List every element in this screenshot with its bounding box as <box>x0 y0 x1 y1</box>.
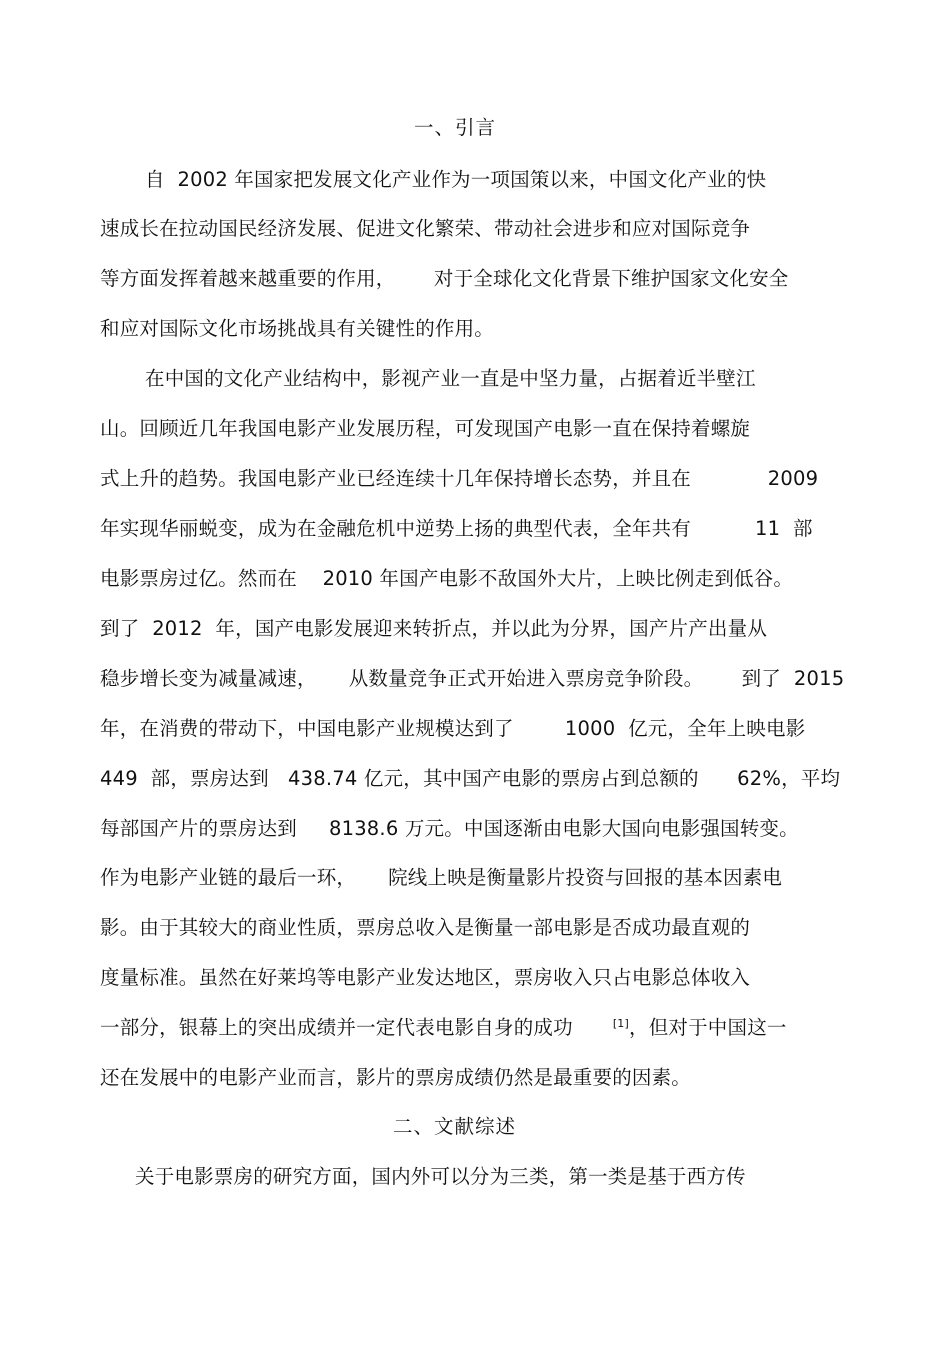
paragraph-line: 式上升的趋势。我国电影产业已经连续十几年保持增长态势，并且在 2009 <box>100 467 819 490</box>
paragraph-line: 作为电影产业链的最后一环， 院线上映是衡量影片投资与回报的基本因素电 <box>100 866 783 889</box>
paragraph-line: 影。由于其较大的商业性质，票房总收入是衡量一部电影是否成功最直观的 <box>100 916 751 939</box>
paragraph-line: 山。回顾近几年我国电影产业发展历程，可发现国产电影一直在保持着螺旋 <box>100 417 751 440</box>
paragraph-line-tail: ，但对于中国这一 <box>629 1016 787 1039</box>
paragraph-line: 关于电影票房的研究方面，国内外可以分为三类，第一类是基于西方传 <box>135 1165 746 1188</box>
paragraph-line: 度量标准。虽然在好莱坞等电影产业发达地区，票房收入只占电影总体收入 <box>100 966 751 989</box>
section-heading-introduction: 一、引言 <box>414 116 497 139</box>
paragraph-line: 449 部，票房达到 438.74 亿元，其中国产电影的票房占到总额的 62%，平均 <box>100 767 841 790</box>
citation-reference: [1] <box>612 1017 629 1030</box>
paragraph-line: 和应对国际文化市场挑战具有关键性的作用。 <box>100 317 495 340</box>
paragraph-line-text: 一部分，银幕上的突出成绩并一定代表电影自身的成功 <box>100 1016 573 1039</box>
paragraph-line: 到了 2012 年，国产电影发展迎来转折点，并以此为分界，国产片产出量从 <box>100 617 768 640</box>
paragraph-line: 年实现华丽蜕变，成为在金融危机中逆势上扬的典型代表，全年共有 11 部 <box>100 517 813 540</box>
paragraph-line: 年，在消费的带动下，中国电影产业规模达到了 1000 亿元，全年上映电影 <box>100 717 806 740</box>
paragraph-line: 等方面发挥着越来越重要的作用， 对于全球化文化背景下维护国家文化安全 <box>100 267 789 290</box>
paragraph-line: 在中国的文化产业结构中，影视产业一直是中坚力量，占据着近半壁江 <box>145 367 756 390</box>
section-heading-literature-review: 二、文献综述 <box>393 1115 517 1138</box>
paragraph-line: 自 2002 年国家把发展文化产业作为一项国策以来，中国文化产业的快 <box>145 168 767 191</box>
paragraph-line: 每部国产片的票房达到 8138.6 万元。中国逐渐由电影大国向电影强国转变。 <box>100 817 799 840</box>
paragraph-line: 电影票房过亿。然而在 2010 年国产电影不敌国外大片，上映比例走到低谷。 <box>100 567 794 590</box>
paragraph-line: 稳步增长变为减量减速， 从数量竞争正式开始进入票房竞争阶段。 到了 2015 <box>100 667 845 690</box>
paragraph-line <box>100 1015 787 1041</box>
paragraph-line: 速成长在拉动国民经济发展、促进文化繁荣、带动社会进步和应对国际竞争 <box>100 217 751 240</box>
paragraph-line: 还在发展中的电影产业而言，影片的票房成绩仍然是最重要的因素。 <box>100 1066 692 1089</box>
